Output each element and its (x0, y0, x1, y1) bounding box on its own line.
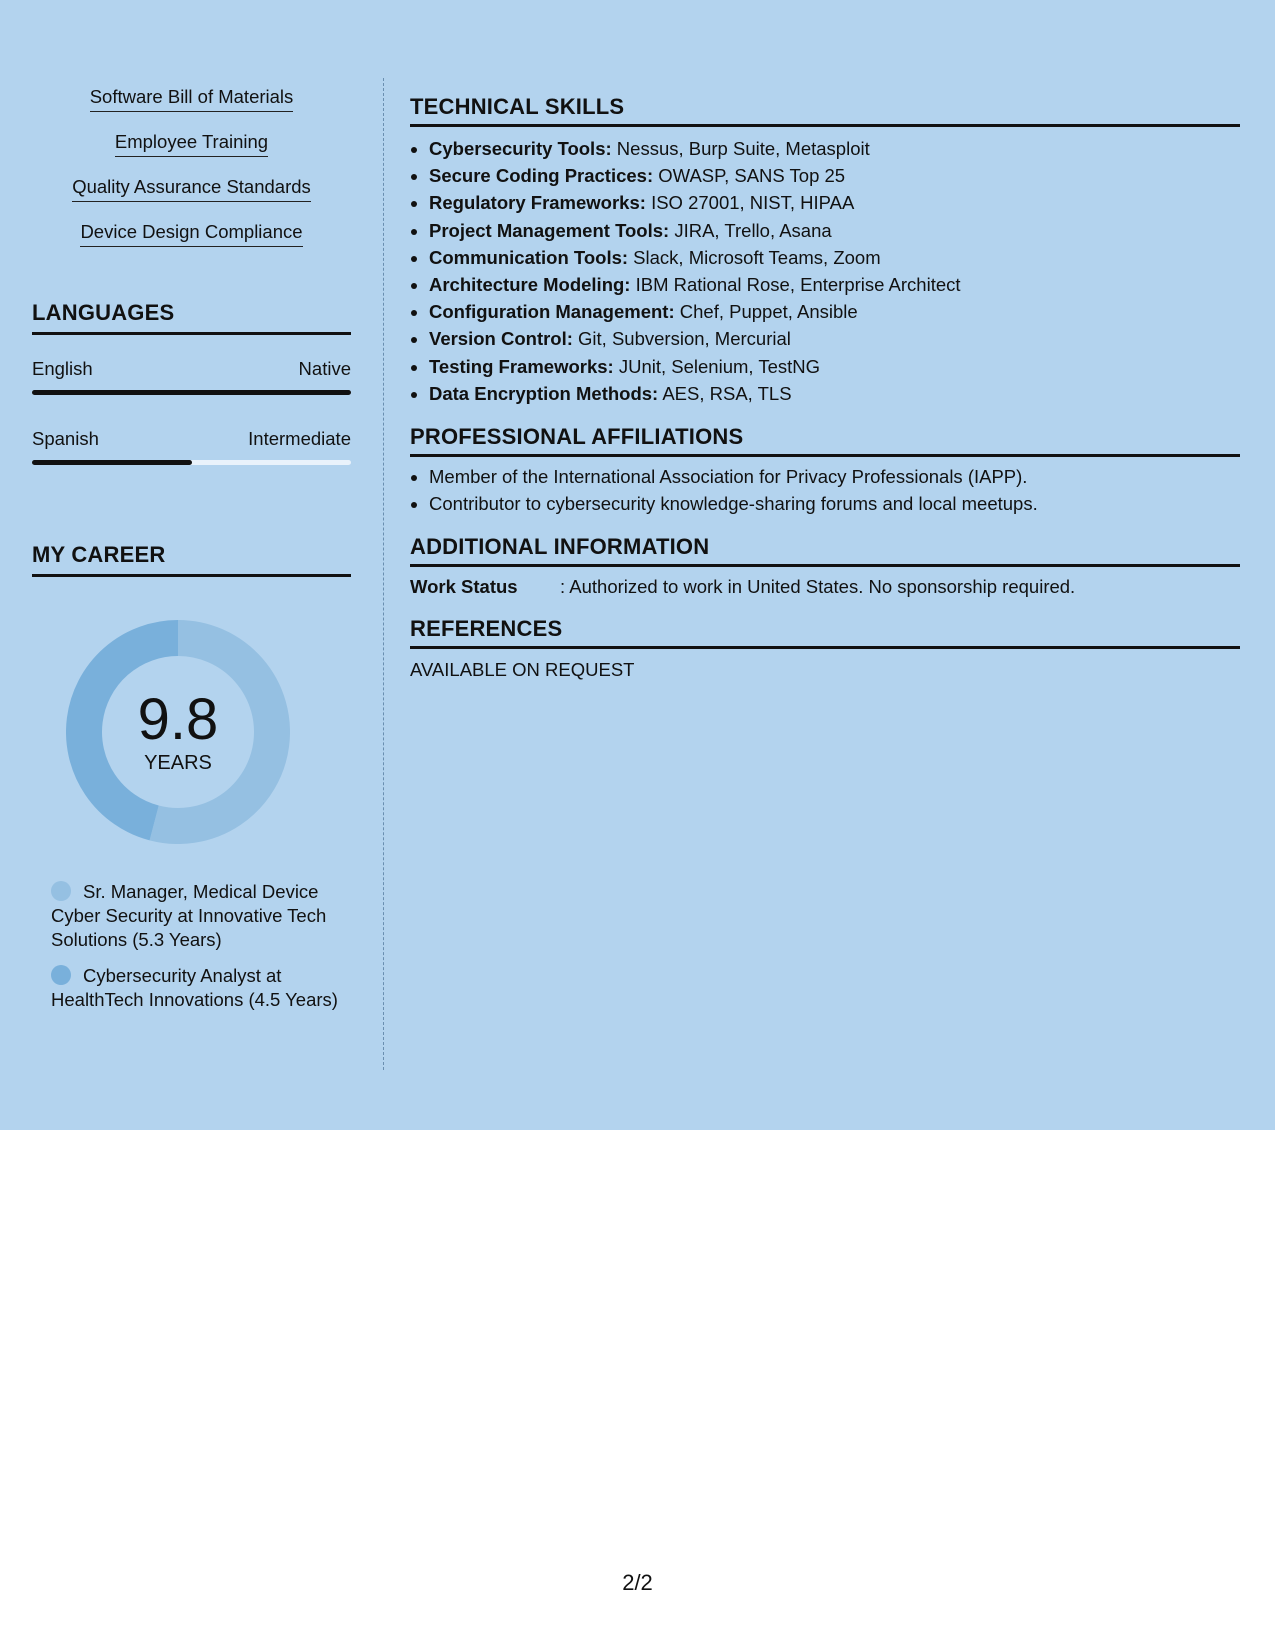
skill-item (429, 298, 1240, 325)
career-item (51, 880, 341, 952)
technical-skills-heading: TECHNICAL SKILLS (410, 94, 1240, 127)
skill-label: Testing Frameworks: (429, 355, 614, 377)
legend-dot-icon (51, 881, 71, 901)
legend-dot-icon (51, 965, 71, 985)
skill-tag: Quality Assurance Standards (72, 176, 311, 202)
skill-label: Architecture Modeling: (429, 274, 631, 296)
skill-tag: Software Bill of Materials (90, 86, 294, 112)
career-years-unit: YEARS (144, 751, 212, 774)
work-status-value: : Authorized to work in United States. No sponsorship required. (560, 576, 1076, 597)
skill-label: Data Encryption Methods: (429, 382, 659, 404)
career-section (32, 542, 351, 577)
skill-value: Slack, Microsoft Teams, Zoom (628, 246, 881, 268)
proficiency-fill (32, 460, 192, 465)
skill-label: Configuration Management: (429, 301, 675, 323)
language-spanish (32, 428, 351, 465)
work-status-row (410, 576, 1240, 598)
language-name: English (32, 358, 93, 379)
skill-tag: Device Design Compliance (80, 221, 302, 247)
affiliations-section (410, 424, 1240, 517)
affiliations-list (410, 463, 1240, 517)
languages-section (32, 300, 351, 335)
skill-value: Chef, Puppet, Ansible (674, 301, 858, 323)
skill-item (429, 135, 1240, 162)
language-level: Native (298, 358, 351, 379)
skill-value: AES, RSA, TLS (658, 382, 792, 404)
skill-value: OWASP, SANS Top 25 (653, 165, 846, 187)
skill-item (429, 325, 1240, 352)
language-level: Intermediate (248, 428, 351, 449)
skill-value: JIRA, Trello, Asana (669, 219, 832, 241)
list-item: • Member of the International Association for Privacy Professionals (IAPP). (429, 463, 1240, 490)
technical-skills-section (410, 94, 1240, 407)
career-item-text: Sr. Manager, Medical Device Cyber Security at Innovative Tech Solutions (5.3 Years) (51, 881, 327, 950)
skill-label: Version Control: (429, 328, 573, 350)
skill-tag: Employee Training (115, 131, 268, 157)
skill-label: Project Management Tools: (429, 219, 670, 241)
skill-value: Git, Subversion, Mercurial (572, 328, 791, 350)
proficiency-bar (32, 460, 351, 465)
skill-item (429, 244, 1240, 271)
language-english (32, 358, 351, 395)
career-legend (51, 880, 341, 1024)
work-status-label: Work Status (410, 576, 518, 597)
references-text: AVAILABLE ON REQUEST (410, 659, 635, 680)
additional-info-section (410, 534, 1240, 598)
proficiency-bar (32, 390, 351, 395)
career-years-value: 9.8 (137, 686, 219, 752)
skill-label: Regulatory Frameworks: (429, 192, 646, 214)
skill-item (429, 217, 1240, 244)
skill-value: Nessus, Burp Suite, Metasploit (611, 138, 870, 159)
skill-label: Secure Coding Practices: (429, 165, 654, 187)
page-number: 2/2 (622, 1570, 653, 1595)
skill-item (429, 380, 1240, 407)
skill-item (429, 353, 1240, 380)
skill-tags (32, 86, 351, 266)
column-divider (383, 78, 384, 1070)
skills-list (410, 135, 1240, 407)
skill-value: JUnit, Selenium, TestNG (613, 355, 821, 377)
skill-value: IBM Rational Rose, Enterprise Architect (630, 274, 961, 296)
skill-value: ISO 27001, NIST, HIPAA (645, 192, 855, 214)
career-item-text: Cybersecurity Analyst at HealthTech Innovations (4.5 Years) (51, 965, 338, 1010)
skill-item (429, 189, 1240, 216)
references-heading: REFERENCES (410, 616, 1240, 649)
language-name: Spanish (32, 428, 99, 449)
career-item (51, 964, 341, 1012)
affiliations-heading: PROFESSIONAL AFFILIATIONS (410, 424, 1240, 457)
career-heading: MY CAREER (32, 542, 351, 577)
additional-info-heading: ADDITIONAL INFORMATION (410, 534, 1240, 567)
skill-item (429, 271, 1240, 298)
references-section (410, 616, 1240, 681)
skill-item (429, 162, 1240, 189)
proficiency-fill (32, 390, 351, 395)
languages-heading: LANGUAGES (32, 300, 351, 335)
skill-label: Communication Tools: (429, 246, 629, 268)
career-donut-chart (66, 620, 290, 844)
list-item: • Contributor to cybersecurity knowledge-sharing forums and local meetups. (429, 490, 1240, 517)
skill-label: Cybersecurity Tools: (429, 138, 612, 159)
